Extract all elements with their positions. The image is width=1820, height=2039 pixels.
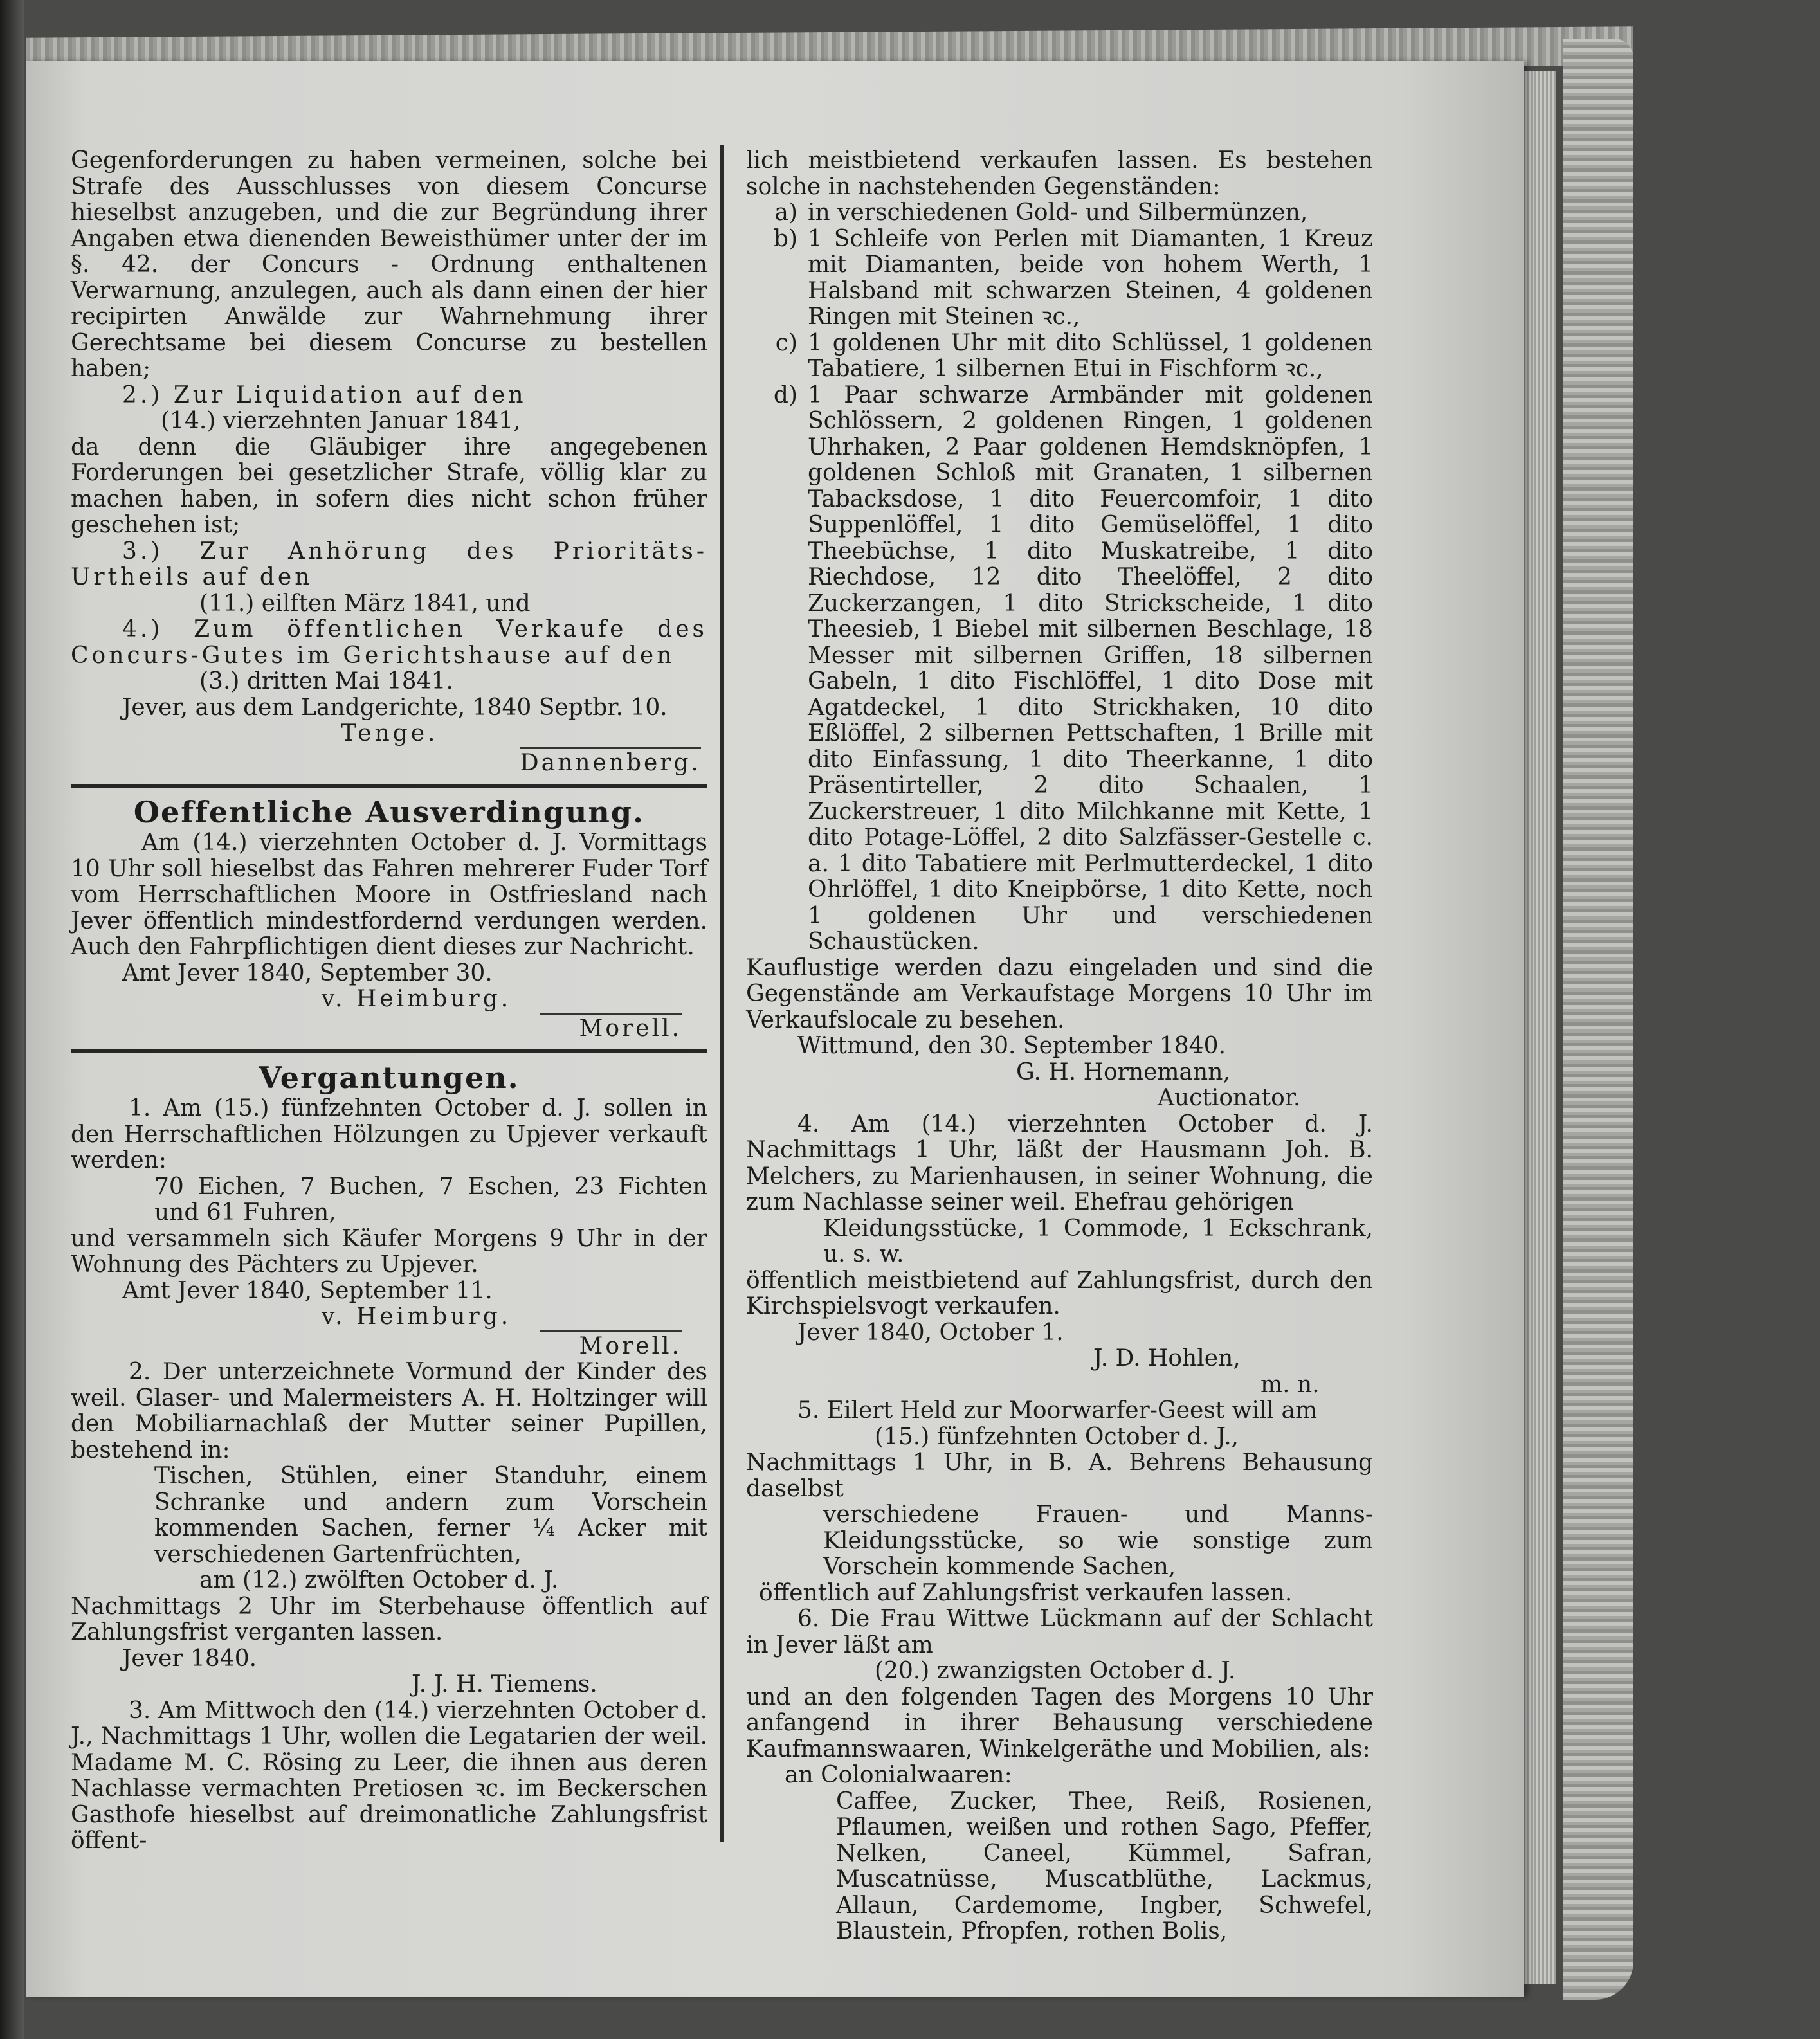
signer-morell-1: Morell. — [540, 1013, 682, 1042]
signer-mn: m. n. — [1260, 1371, 1320, 1398]
colonialwaaren-list: Caffee, Zucker, Thee, Reiß, Rosienen, Pflaumen, weißen und rothen Sago, Pfeffer, Nelken, Caneel, Kümmel, Safran, Muscatnüsse, Muscatblüthe, Lackmus, Allaun, Cardemome, Ingber, Schwefel, Blaustein, Pfropfen, rothen Bolis, — [836, 1788, 1373, 1944]
vergantung-2-rest: Nachmittags 2 Uhr im Sterbehause öffentlich auf Zahlungsfrist verganten lassen. — [71, 1593, 707, 1645]
vergantung-4-list: Kleidungsstücke, 1 Commode, 1 Eckschrank, u. s. w. — [823, 1215, 1373, 1267]
vergantung-5-end: öffentlich auf Zahlungsfrist verkaufen lassen. — [759, 1579, 1293, 1606]
vergantung-6-text: 6. Die Frau Wittwe Lückmann auf der Schlacht in Jever läßt am — [746, 1606, 1373, 1658]
amt-jever-date-1: Amt Jever 1840, September 30. — [122, 959, 493, 986]
left-column — [71, 148, 707, 1854]
section-rule — [71, 1049, 707, 1053]
signer-hornemann: G. H. Hornemann, — [1016, 1058, 1230, 1085]
colonialwaaren-label: an Colonialwaaren: — [785, 1762, 1012, 1788]
signer-hohlen: J. D. Hohlen, — [1093, 1345, 1241, 1372]
signer-heimburg-2: v. Heimburg. — [322, 1303, 512, 1330]
vergantung-1-list: 70 Eichen, 7 Buchen, 7 Eschen, 23 Fichten und 61 Fuhren, — [154, 1173, 707, 1226]
list-item-label: d) — [773, 381, 797, 408]
liquidation-heading: 2.) Zur Liquidation auf den — [122, 381, 527, 408]
vergantung-2-date: am (12.) zwölften October d. J. — [199, 1567, 559, 1593]
liquidation-date: (14.) vierzehnten Januar 1841, — [161, 408, 521, 434]
right-column — [746, 148, 1373, 1945]
vergantung-6-date: (20.) zwanzigsten October d. J. — [875, 1658, 1236, 1684]
verkauf-heading: 4.) Zum öffentlichen Verkaufe des Concurs-Gutes im Gerichtshause auf den — [71, 616, 707, 669]
list-item-label: b) — [773, 225, 797, 252]
prioritaets-date: (11.) eilften März 1841, und — [199, 590, 531, 617]
vergantung-1-rest: und versammeln sich Käufer Morgens 9 Uhr in der Wohnung des Pächters zu Upjever. — [71, 1225, 707, 1278]
column-divider — [720, 145, 724, 1842]
vergantung-4-text: 4. Am (14.) vierzehnten October d. J. Nachmittags 1 Uhr, läßt der Hausmann Joh. B. Melchers, zu Marienhausen, in seiner Wohnung, die zum Nachlasse seiner weil. Ehefrau gehörigen — [746, 1110, 1373, 1215]
list-item-label: a) — [774, 199, 797, 226]
amt-jever-date-2: Amt Jever 1840, September 11. — [122, 1277, 493, 1304]
section-rule — [71, 784, 707, 788]
vergantung-1-text: 1. Am (15.) fünfzehnten October d. J. sollen in den Herrschaftlichen Hölzungen zu Upjever verkauft werden: — [71, 1095, 707, 1174]
verkauf-date: (3.) dritten Mai 1841. — [199, 668, 453, 694]
signer-morell-2: Morell. — [540, 1330, 682, 1360]
list-item-text: 1 goldenen Uhr mit dito Schlüssel, 1 goldenen Tabatiere, 1 silbernen Etui in Fischform ꝛc., — [808, 329, 1373, 382]
vergantung-5-date: (15.) fünfzehnten October d. J., — [875, 1423, 1239, 1450]
vergantung-6-rest: und an den folgenden Tagen des Morgens 10 Uhr anfangend in ihrer Behausung verschiedene Kaufmannswaaren, Winkelgeräthe und Mobilien, als: — [746, 1683, 1373, 1763]
signer-heimburg-1: v. Heimburg. — [322, 986, 512, 1012]
prioritaets-heading: 3.) Zur Anhörung des Prioritäts-Urtheils auf den — [71, 538, 707, 590]
concurs-intro: Gegenforderungen zu haben vermeinen, solche bei Strafe des Ausschlusses von diesem Concurse hieselbst anzugeben, und die zur Begründung ihrer Angaben etwa dienenden Beweisthümer unter der im §. 42. der Concurs - Ordnung enthaltenen Verwarnung, anzulegen, auch als dann einen der hier recipirten Anwälde zur Wahrnehmung ihrer Gerechtsame bei diesem Concurse zu bestellen haben; — [71, 147, 707, 382]
heading-ausverdingung: Oeffentliche Ausverdingung. — [133, 795, 645, 829]
vergantung-4-rest: öffentlich meistbietend auf Zahlungsfrist, durch den Kirchspielsvogt verkaufen. — [746, 1267, 1373, 1319]
vergantung-2-list: Tischen, Stühlen, einer Standuhr, einem Schranke und andern zum Vorschein kommenden Sachen, ferner ¼ Acker mit verschiedenen Gartenfrüchten, — [154, 1463, 707, 1568]
vergantung-5-text: 5. Eilert Held zur Moorwarfer-Geest will am — [797, 1397, 1318, 1424]
ausverdingung-text: Am (14.) vierzehnten October d. J. Vormittags 10 Uhr soll hieselbst das Fahren mehrerer Fuder Torf vom Herrschaftlichen Moore in Ostfriesland nach Jever öffentlich mindestfordernd verdungen werden. Auch den Fahrpflichtigen dient dieses zur Nachricht. — [71, 829, 707, 960]
list-item-text: 1 Paar schwarze Armbänder mit goldenen Schlössern, 2 goldenen Ringen, 1 goldenen Uhrhaken, 2 Paar goldenen Hemdsknöpfen, 1 goldenen Schloß mit Granaten, 1 silbernen Tabacksdose, 1 dito Feuercomfoir, 1 dito Suppenlöffel, 1 dito Gemüselöffel, 1 dito Theebüchse, 1 dito Muskatreibe, 1 dito Riechdose, 12 dito Theelöffel, 2 dito Zuckerzangen, 1 dito Strickscheide, 1 dito Theesieb, 1 Biebel mit silbernen Beschlage, 18 Messer mit silbernen Griffen, 18 silbernen Gabeln, 1 dito Fischlöffel, 1 dito Dose mit Agatdeckel, 1 dito Strickhaken, 10 dito Eßlöffel, 2 silbernen Pettschaften, 1 Brille mit dito Einfassung, 1 dito Theerkanne, 1 dito Präsentirteller, 2 dito Schaalen, 1 Zuckerstreuer, 1 dito Milchkanne mit Kette, 1 dito Potage-Löffel, 2 dito Salzfässer-Gestelle c. a. 1 dito Tabatiere mit Perlmutterdeckel, 1 dito Ohrlöffel, 1 dito Kneipbörse, 1 dito Kette, noch 1 goldenen Uhr und verschiedenen Schaustücken. — [808, 381, 1373, 955]
signer-tenge: Tenge. — [341, 720, 439, 747]
vergantung-5-list: verschiedene Frauen- und Manns-Kleidungsstücke, so wie sonstige zum Vorschein kommende Sachen, — [823, 1501, 1373, 1580]
list-item — [746, 226, 1373, 331]
list-item-label: c) — [775, 329, 797, 356]
vergantung-3-continued: lich meistbietend verkaufen lassen. Es bestehen solche in nachstehenden Gegenständen: — [746, 147, 1373, 200]
vergantung-2-text: 2. Der unterzeichnete Vormund der Kinder des weil. Glaser- und Malermeisters A. H. Holtzinger will den Mobiliarnachlaß der Mutter seiner Pupillen, bestehend in: — [71, 1359, 707, 1464]
liquidation-text: da denn die Gläubiger ihre angegebenen Forderungen bei gesetzlicher Strafe, völlig klar zu machen haben, in sofern dies nicht schon früher geschehen ist; — [71, 433, 707, 538]
signer-auctionator: Auctionator. — [1158, 1085, 1301, 1111]
book-spine-shadow — [0, 0, 24, 2039]
landgericht-place-date: Jever, aus dem Landgerichte, 1840 Septbr. 10. — [122, 694, 668, 721]
wittmund-date: Wittmund, den 30. September 1840. — [797, 1033, 1226, 1059]
list-item — [746, 200, 1373, 226]
book-cover-edge-right — [1563, 39, 1633, 2000]
signer-dannenberg: Dannenberg. — [520, 747, 701, 777]
list-item — [746, 383, 1373, 956]
signer-tiemens: J. J. H. Tiemens. — [412, 1671, 597, 1698]
list-item-text: in verschiedenen Gold- und Silbermünzen, — [808, 199, 1308, 226]
jever-1840: Jever 1840. — [122, 1645, 257, 1672]
heading-vergantungen: Vergantungen. — [259, 1060, 520, 1095]
list-item-text: 1 Schleife von Perlen mit Diamanten, 1 Kreuz mit Diamanten, beide von hohem Werth, 1 Halsband mit schwarzen Steinen, 4 goldenen Ringen mit Steinen ꝛc., — [808, 225, 1373, 330]
list-item — [746, 331, 1373, 383]
vergantung-5-rest: Nachmittags 1 Uhr, in B. A. Behrens Behausung daselbst — [746, 1449, 1373, 1502]
vergantung-3-text: 3. Am Mittwoch den (14.) vierzehnten October d. J., Nachmittags 1 Uhr, wollen die Legatarien der weil. Madame M. C. Rösing zu Leer, die ihnen aus deren Nachlasse vermachten Pretiosen ꝛc. im Beckerschen Gasthofe hieselbst auf dreimonatliche Zahlungsfrist öffent- — [71, 1697, 707, 1854]
kauflustige-text: Kauflustige werden dazu eingeladen und sind die Gegenstände am Verkaufstage Morgens 10 Uhr im Verkaufslocale zu besehen. — [746, 954, 1373, 1033]
jever-october-date: Jever 1840, October 1. — [797, 1319, 1064, 1346]
